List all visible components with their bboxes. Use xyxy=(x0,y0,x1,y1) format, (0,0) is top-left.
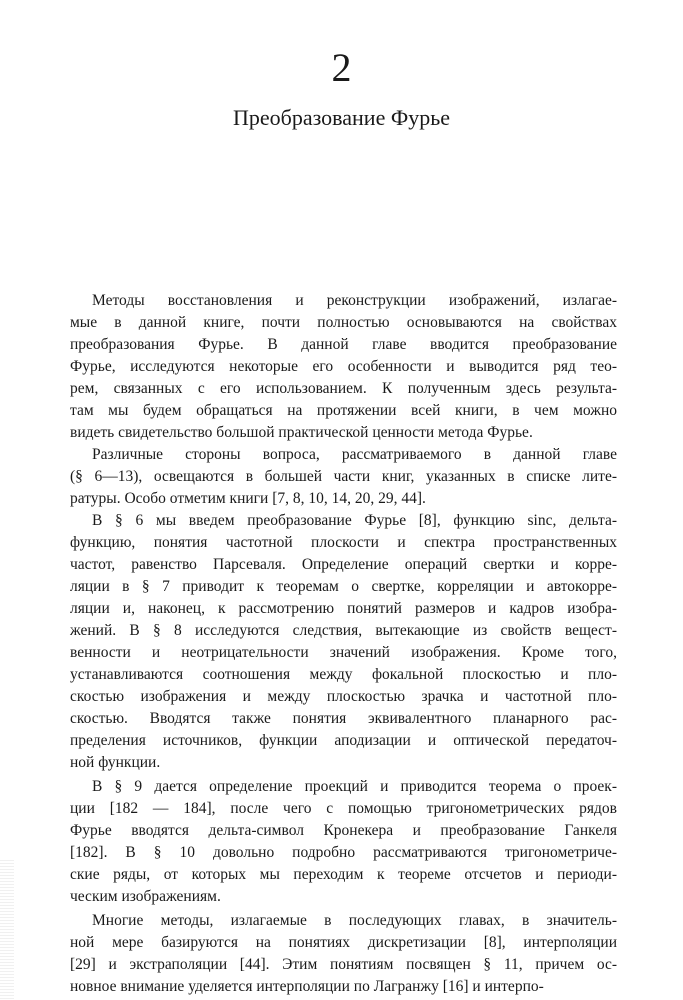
text-line: [29] и экстраполяции [44]. Этим понятиям посвящен § 11, причем ос- xyxy=(70,956,617,973)
text-line: [182]. В § 10 довольно подробно рассматриваются тригонометриче- xyxy=(70,844,617,861)
text-line: скостью. Вводятся также понятия эквивалентного планарного рас- xyxy=(70,710,617,727)
text-line: ляции в § 7 приводит к теоремам о свертке, корреляции и автокорре- xyxy=(70,578,617,595)
text-line: скостью изображения и между плоскостью зрачка и частотной пло- xyxy=(70,688,617,705)
text-line: Многие методы, излагаемые в последующих главах, в значитель- xyxy=(92,912,617,929)
text-line: ной функции. xyxy=(70,754,161,771)
text-line: устанавливаются соотношения между фокальной плоскостью и пло- xyxy=(70,666,617,683)
text-line: ские ряды, от которых мы переходим к теореме отсчетов и периоди- xyxy=(70,866,617,883)
text-line: видеть свидетельство большой практической ценности метода Фурье. xyxy=(70,424,533,441)
paragraph xyxy=(50,444,617,510)
text-line: Методы восстановления и реконструкции изображений, излагае- xyxy=(92,292,617,309)
paragraph xyxy=(50,510,617,774)
text-line: (§ 6—13), освещаются в большей части книг, указанных в списке лите- xyxy=(70,468,617,485)
text-line: жений. В § 8 исследуются следствия, вытекающие из свойств вещест- xyxy=(70,622,617,639)
text-line: там мы будем обращаться на протяжении всей книги, в чем можно xyxy=(70,402,617,419)
text-line: Различные стороны вопроса, рассматриваемого в данной главе xyxy=(92,446,617,463)
text-line: новное внимание уделяется интерполяции по Лагранжу [16] и интерпо- xyxy=(70,978,544,995)
paragraph xyxy=(50,776,617,908)
text-line: В § 9 дается определение проекций и приводится теорема о проек- xyxy=(92,778,617,795)
text-line: венности и неотрицательности значений изображения. Кроме того, xyxy=(70,644,617,661)
chapter-number: 2 xyxy=(331,45,352,90)
text-line: пределения источников, функции аподизации и оптической передаточ- xyxy=(70,732,617,749)
text-line: Фурье, исследуются некоторые его особенности и выводится ряд тео- xyxy=(70,358,617,375)
text-line: мые в данной книге, почти полностью основываются на свойствах xyxy=(70,314,617,331)
text-line: ляции и, наконец, к рассмотрению понятий размеров и кадров изобра- xyxy=(70,600,617,617)
text-line: Фурье вводятся дельта-символ Кронекера и преобразование Ганкеля xyxy=(70,822,617,839)
chapter-title: Преобразование Фурье xyxy=(232,105,451,130)
text-line: ческим изображениям. xyxy=(70,888,221,905)
scan-edge-artifact xyxy=(0,860,14,1000)
text-line: ной мере базируются на понятиях дискретизации [8], интерполяции xyxy=(70,934,617,951)
text-line: ратуры. Особо отметим книги [7, 8, 10, 14, 20, 29, 44]. xyxy=(70,490,426,507)
chapter-body xyxy=(50,290,617,998)
text-line: В § 6 мы введем преобразование Фурье [8], функцию sinc, дельта- xyxy=(92,512,617,529)
paragraph xyxy=(50,290,617,444)
paragraph xyxy=(50,910,617,998)
text-line: ции [182 — 184], после чего с помощью тригонометрических рядов xyxy=(70,800,617,817)
text-line: функцию, понятия частотной плоскости и спектра пространственных xyxy=(70,534,617,551)
text-line: преобразования Фурье. В данной главе вводится преобразование xyxy=(70,336,617,353)
text-line: рем, связанных с его использованием. К полученным здесь результа- xyxy=(70,380,617,397)
text-line: частот, равенство Парсеваля. Определение операций свертки и корре- xyxy=(70,556,617,573)
